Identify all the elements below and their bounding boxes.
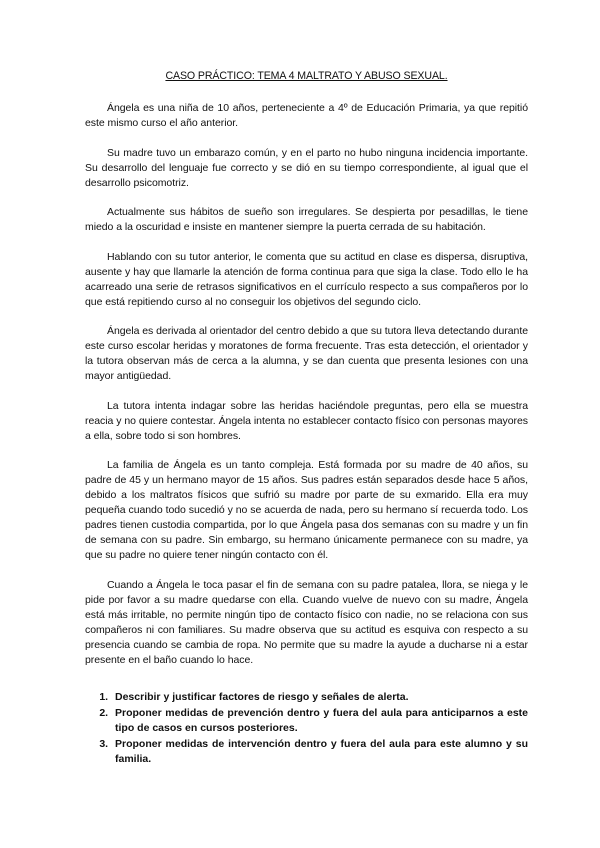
question-item: 1. Describir y justificar factores de riesgo y señales de alerta. xyxy=(111,690,528,705)
paragraph-tutor: Hablando con su tutor anterior, le comenta que su actitud en clase es dispersa, disruptiva, ausente y hay que llamarle la atención de forma continua para que siga la clase. Todo ello le ha acarreado una serie de retrasos significativos en el currículo respecto a sus compañeros por lo que está repitiendo curso al no conseguir los objetivos del segundo ciclo. xyxy=(85,250,528,308)
paragraph-intro: Ángela es una niña de 10 años, perteneciente a 4º de Educación Primaria, ya que repitió este mismo curso el año anterior. xyxy=(85,102,528,129)
document-page xyxy=(85,70,528,768)
paragraph-family: La familia de Ángela es un tanto compleja. Está formada por su madre de 40 años, su padre de 45 y un hermano mayor de 15 años. Sus padres están separados desde hace 5 años, debido a los maltratos físicos que sufrió su madre por parte de su exmarido. Ella era muy pequeña cuando todo sucedió y no se acuerda de nada, pero su hermano sí recuerda todo. Los padres tienen custodia compartida, por lo que Ángela pasa dos semanas con su madre y un fin de semana con su padre. Sin embargo, su hermano únicamente permanece con su madre, ya que su padre no quiere tener ningún contacto con él. xyxy=(85,459,528,561)
document-title: CASO PRÁCTICO: TEMA 4 MALTRATO Y ABUSO SEXUAL. xyxy=(165,70,448,82)
questions-list xyxy=(85,690,528,767)
question-item: 3. Proponer medidas de intervención dentro y fuera del aula para este alumno y su familia. xyxy=(111,737,528,766)
paragraph-weekend: Cuando a Ángela le toca pasar el fin de semana con su padre patalea, llora, se niega y le pide por favor a su madre quedarse con ella. Cuando vuelve de nuevo con su madre, Ángela está más irritable, no permite ningún tipo de contacto físico con nadie, no se relaciona con sus compañeros ni con familiares. Su madre observa que su actitud es esquiva con respecto a su presencia cuando se cambia de ropa. No permite que su madre la ayude a ducharse ni a estar presente en el baño cuando lo hace. xyxy=(85,578,528,666)
paragraph-sleep: Actualmente sus hábitos de sueño son irregulares. Se despierta por pesadillas, le tiene miedo a la oscuridad e insiste en mantener siempre la puerta cerrada de su habitación. xyxy=(85,206,528,233)
paragraph-inquiry: La tutora intenta indagar sobre las heridas haciéndole preguntas, pero ella se muestra reacia y no quiere contestar. Ángela intenta no establecer contacto físico con personas mayores a ella, sobre todo si son hombres. xyxy=(85,399,528,442)
question-item: 2. Proponer medidas de prevención dentro y fuera del aula para anticiparnos a este tipo de casos en cursos posteriores. xyxy=(111,706,528,735)
paragraph-pregnancy: Su madre tuvo un embarazo común, y en el parto no hubo ninguna incidencia importante. Su desarrollo del lenguaje fue correcto y se dió en su tiempo correspondiente, al igual que el desarrollo psicomotriz. xyxy=(85,146,528,189)
paragraph-referral: Ángela es derivada al orientador del centro debido a que su tutora lleva detectando durante este curso escolar heridas y moratones de forma frecuente. Tras esta detección, el orientador y la tutora observan más de cerca a la alumna, y se dan cuenta que presenta lesiones con una mayor antigüedad. xyxy=(85,325,528,382)
